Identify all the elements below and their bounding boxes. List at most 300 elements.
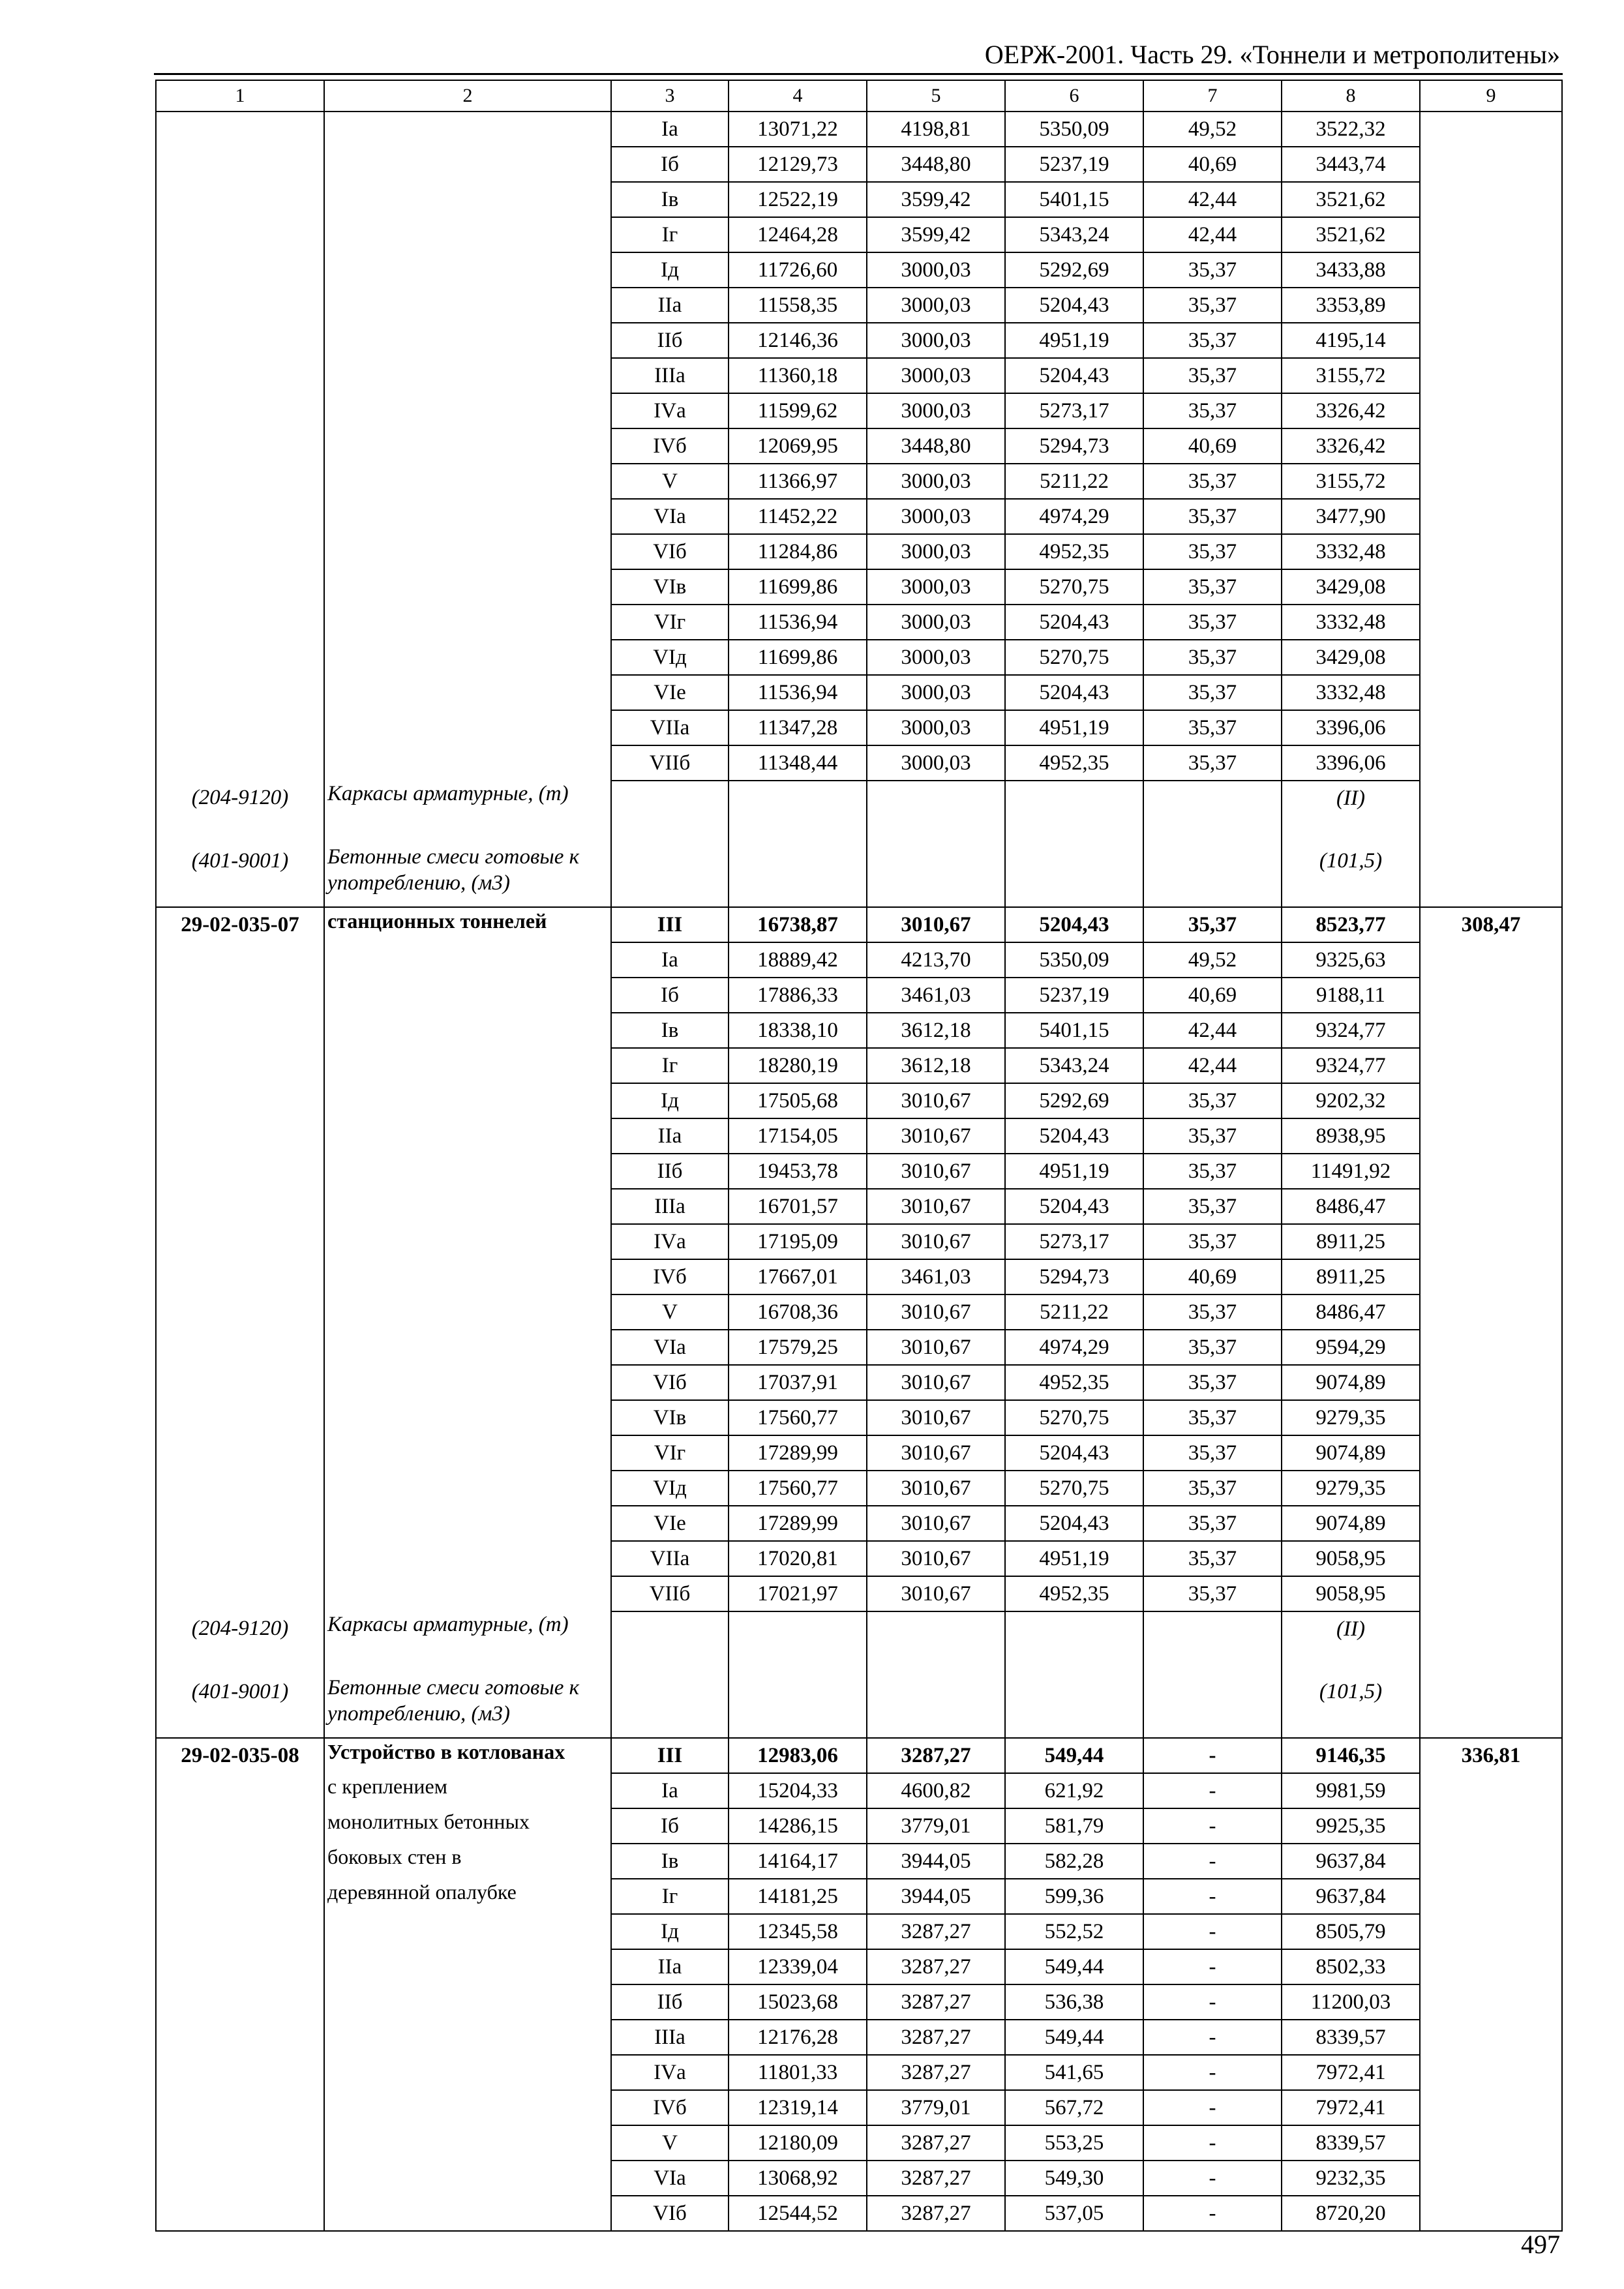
work-description	[324, 252, 611, 288]
machine-operation: 5211,22	[1005, 464, 1143, 499]
rate-code	[156, 1083, 324, 1118]
table-row	[156, 640, 1562, 675]
direct-costs: 17021,97	[729, 1576, 867, 1611]
zone: IIа	[611, 1118, 729, 1154]
table-row	[156, 1471, 1562, 1506]
rate-code	[156, 1879, 324, 1914]
zone: VIб	[611, 2196, 729, 2231]
rate-code	[156, 323, 324, 358]
zone: IIIа	[611, 1189, 729, 1224]
machinist-wages: -	[1143, 1949, 1282, 1984]
direct-costs: 11347,28	[729, 710, 867, 745]
machinist-wages: 35,37	[1143, 1118, 1282, 1154]
rate-code	[156, 1400, 324, 1435]
machinist-wages: -	[1143, 1773, 1282, 1808]
table-row	[156, 1013, 1562, 1048]
machinist-wages: 35,37	[1143, 1435, 1282, 1471]
zone: III	[611, 1738, 729, 1773]
table-row	[156, 1435, 1562, 1471]
work-description	[324, 1984, 611, 2020]
zone: Iв	[611, 1844, 729, 1879]
labor-wages: 3010,67	[867, 1576, 1005, 1611]
labor-wages: 3287,27	[867, 2020, 1005, 2055]
labor-wages: 3000,03	[867, 745, 1005, 781]
rate-code	[156, 942, 324, 978]
work-description	[324, 569, 611, 605]
rate-code	[156, 1189, 324, 1224]
empty-cell	[1005, 1611, 1143, 1675]
work-description	[324, 978, 611, 1013]
machinist-wages: 49,52	[1143, 112, 1282, 147]
materials-cost: 3443,74	[1282, 147, 1420, 182]
work-description: боковых стен в	[324, 1844, 611, 1879]
table-row	[156, 2090, 1562, 2125]
zone: VIг	[611, 1435, 729, 1471]
machine-operation: 5292,69	[1005, 1083, 1143, 1118]
labor-wages: 3287,27	[867, 1984, 1005, 2020]
labor-wages: 3779,01	[867, 2090, 1005, 2125]
rate-code	[156, 499, 324, 534]
table-row	[156, 182, 1562, 217]
labor-hours	[1420, 1259, 1562, 1294]
materials-cost: 11200,03	[1282, 1984, 1420, 2020]
materials-cost: 8502,33	[1282, 1949, 1420, 1984]
labor-hours	[1420, 1083, 1562, 1118]
empty-cell	[867, 1611, 1005, 1675]
materials-cost: 9324,77	[1282, 1048, 1420, 1083]
work-description	[324, 1118, 611, 1154]
zone: Iв	[611, 182, 729, 217]
machine-operation: 4951,19	[1005, 1541, 1143, 1576]
labor-hours	[1420, 428, 1562, 464]
machinist-wages: 49,52	[1143, 942, 1282, 978]
table-row	[156, 710, 1562, 745]
machinist-wages: 35,37	[1143, 1294, 1282, 1330]
direct-costs: 17037,91	[729, 1365, 867, 1400]
direct-costs: 14181,25	[729, 1879, 867, 1914]
direct-costs: 17560,77	[729, 1400, 867, 1435]
machine-operation: 541,65	[1005, 2055, 1143, 2090]
machine-operation: 5204,43	[1005, 907, 1143, 942]
rate-code	[156, 2055, 324, 2090]
labor-wages: 3010,67	[867, 1294, 1005, 1330]
machinist-wages: -	[1143, 1879, 1282, 1914]
zone: V	[611, 1294, 729, 1330]
materials-cost: 8523,77	[1282, 907, 1420, 942]
labor-wages: 3612,18	[867, 1048, 1005, 1083]
direct-costs: 16708,36	[729, 1294, 867, 1330]
labor-hours	[1420, 1118, 1562, 1154]
machinist-wages: 35,37	[1143, 499, 1282, 534]
labor-hours	[1420, 534, 1562, 569]
table-row	[156, 217, 1562, 252]
labor-wages: 3779,01	[867, 1808, 1005, 1844]
zone: VIе	[611, 675, 729, 710]
table-row	[156, 1773, 1562, 1808]
materials-cost: 9202,32	[1282, 1083, 1420, 1118]
rate-code	[156, 1435, 324, 1471]
machine-operation: 4951,19	[1005, 710, 1143, 745]
materials-cost: 8911,25	[1282, 1224, 1420, 1259]
work-description	[324, 358, 611, 393]
direct-costs: 12345,58	[729, 1914, 867, 1949]
table-row	[156, 1154, 1562, 1189]
rate-code	[156, 2196, 324, 2231]
table-row	[156, 323, 1562, 358]
table-row	[156, 1294, 1562, 1330]
zone: Iб	[611, 978, 729, 1013]
machine-operation: 553,25	[1005, 2125, 1143, 2161]
labor-hours	[1420, 1914, 1562, 1949]
rate-code: 29-02-035-07	[156, 907, 324, 942]
machine-operation: 5401,15	[1005, 1013, 1143, 1048]
machinist-wages: -	[1143, 1984, 1282, 2020]
machine-operation: 5237,19	[1005, 147, 1143, 182]
work-description	[324, 1914, 611, 1949]
machinist-wages: 35,37	[1143, 1365, 1282, 1400]
machine-operation: 5204,43	[1005, 288, 1143, 323]
machinist-wages: 35,37	[1143, 1330, 1282, 1365]
work-description	[324, 2161, 611, 2196]
machine-operation: 5204,43	[1005, 358, 1143, 393]
direct-costs: 11366,97	[729, 464, 867, 499]
direct-costs: 11699,86	[729, 640, 867, 675]
rate-code	[156, 1330, 324, 1365]
table-row	[156, 1365, 1562, 1400]
direct-costs: 11801,33	[729, 2055, 867, 2090]
empty-cell	[729, 1675, 867, 1738]
empty-cell	[1005, 844, 1143, 907]
table-row	[156, 1879, 1562, 1914]
labor-hours	[1420, 1400, 1562, 1435]
labor-hours	[1420, 217, 1562, 252]
machine-operation: 4952,35	[1005, 1576, 1143, 1611]
zone: VIе	[611, 1506, 729, 1541]
direct-costs: 11536,94	[729, 675, 867, 710]
labor-hours	[1420, 1435, 1562, 1471]
labor-hours	[1420, 182, 1562, 217]
direct-costs: 17579,25	[729, 1330, 867, 1365]
work-description	[324, 1435, 611, 1471]
materials-cost: 8911,25	[1282, 1259, 1420, 1294]
machine-operation: 5350,09	[1005, 112, 1143, 147]
machinist-wages: -	[1143, 2020, 1282, 2055]
direct-costs: 12464,28	[729, 217, 867, 252]
zone: Iд	[611, 1083, 729, 1118]
empty-cell	[1005, 1675, 1143, 1738]
table-row	[156, 1189, 1562, 1224]
materials-cost: 7972,41	[1282, 2055, 1420, 2090]
machine-operation: 621,92	[1005, 1773, 1143, 1808]
material-quantity: (101,5)	[1282, 844, 1420, 907]
machine-operation: 5292,69	[1005, 252, 1143, 288]
direct-costs: 13068,92	[729, 2161, 867, 2196]
empty-cell	[1420, 1611, 1562, 1675]
table-row	[156, 942, 1562, 978]
direct-costs: 12176,28	[729, 2020, 867, 2055]
labor-wages: 4600,82	[867, 1773, 1005, 1808]
machine-operation: 5401,15	[1005, 182, 1143, 217]
labor-wages: 3000,03	[867, 605, 1005, 640]
labor-hours	[1420, 112, 1562, 147]
materials-cost: 9637,84	[1282, 1844, 1420, 1879]
labor-wages: 3000,03	[867, 464, 1005, 499]
column-number: 5	[867, 80, 1005, 112]
materials-cost: 3332,48	[1282, 605, 1420, 640]
direct-costs: 17505,68	[729, 1083, 867, 1118]
zone: IIб	[611, 1154, 729, 1189]
labor-wages: 3010,67	[867, 1330, 1005, 1365]
rate-code	[156, 1013, 324, 1048]
work-description	[324, 1154, 611, 1189]
direct-costs: 17886,33	[729, 978, 867, 1013]
rate-code	[156, 1154, 324, 1189]
labor-hours: 308,47	[1420, 907, 1562, 942]
labor-hours	[1420, 675, 1562, 710]
machinist-wages: 40,69	[1143, 428, 1282, 464]
labor-wages: 3000,03	[867, 675, 1005, 710]
rate-code	[156, 1844, 324, 1879]
material-quantity: (101,5)	[1282, 1675, 1420, 1738]
materials-cost: 11491,92	[1282, 1154, 1420, 1189]
material-quantity: (II)	[1282, 1611, 1420, 1675]
zone: Iд	[611, 1914, 729, 1949]
page-number: 497	[1521, 2230, 1560, 2259]
zone: VIIб	[611, 1576, 729, 1611]
materials-cost: 9074,89	[1282, 1435, 1420, 1471]
zone: Iг	[611, 1048, 729, 1083]
machine-operation: 5204,43	[1005, 1435, 1143, 1471]
direct-costs: 11452,22	[729, 499, 867, 534]
zone: IIIа	[611, 358, 729, 393]
labor-hours	[1420, 464, 1562, 499]
table-row	[156, 1738, 1562, 1773]
rate-code	[156, 182, 324, 217]
direct-costs: 17289,99	[729, 1506, 867, 1541]
machine-operation: 549,44	[1005, 2020, 1143, 2055]
materials-cost: 3433,88	[1282, 252, 1420, 288]
direct-costs: 18338,10	[729, 1013, 867, 1048]
direct-costs: 12129,73	[729, 147, 867, 182]
labor-hours	[1420, 1541, 1562, 1576]
direct-costs: 17195,09	[729, 1224, 867, 1259]
rate-code	[156, 640, 324, 675]
machinist-wages: -	[1143, 1844, 1282, 1879]
rate-code	[156, 358, 324, 393]
rate-code	[156, 1914, 324, 1949]
machinist-wages: 35,37	[1143, 1471, 1282, 1506]
zone: IIIа	[611, 2020, 729, 2055]
machine-operation: 5270,75	[1005, 1471, 1143, 1506]
work-description	[324, 710, 611, 745]
labor-hours	[1420, 288, 1562, 323]
machinist-wages: 42,44	[1143, 1048, 1282, 1083]
machinist-wages: 40,69	[1143, 1259, 1282, 1294]
table-row	[156, 1083, 1562, 1118]
labor-wages: 3461,03	[867, 1259, 1005, 1294]
zone: VIд	[611, 1471, 729, 1506]
direct-costs: 12319,14	[729, 2090, 867, 2125]
zone: VIа	[611, 499, 729, 534]
materials-cost: 3326,42	[1282, 393, 1420, 428]
direct-costs: 18280,19	[729, 1048, 867, 1083]
rate-code	[156, 978, 324, 1013]
labor-hours	[1420, 640, 1562, 675]
zone: IVа	[611, 393, 729, 428]
materials-cost: 3332,48	[1282, 534, 1420, 569]
machinist-wages: -	[1143, 2161, 1282, 2196]
labor-wages: 3010,67	[867, 907, 1005, 942]
direct-costs: 11726,60	[729, 252, 867, 288]
direct-costs: 12069,95	[729, 428, 867, 464]
labor-wages: 3287,27	[867, 2196, 1005, 2231]
work-description	[324, 2020, 611, 2055]
direct-costs: 12339,04	[729, 1949, 867, 1984]
labor-hours	[1420, 978, 1562, 1013]
machine-operation: 4952,35	[1005, 1365, 1143, 1400]
labor-hours	[1420, 942, 1562, 978]
labor-hours	[1420, 1154, 1562, 1189]
empty-cell	[867, 844, 1005, 907]
work-description	[324, 640, 611, 675]
rate-code	[156, 745, 324, 781]
machinist-wages: 35,37	[1143, 393, 1282, 428]
work-description	[324, 499, 611, 534]
zone: Iд	[611, 252, 729, 288]
zone: VIа	[611, 2161, 729, 2196]
column-number: 6	[1005, 80, 1143, 112]
labor-wages: 3599,42	[867, 182, 1005, 217]
table-row	[156, 2196, 1562, 2231]
direct-costs: 18889,42	[729, 942, 867, 978]
empty-cell	[729, 1611, 867, 1675]
work-description	[324, 605, 611, 640]
machine-operation: 5211,22	[1005, 1294, 1143, 1330]
labor-hours: 336,81	[1420, 1738, 1562, 1773]
zone: Iв	[611, 1013, 729, 1048]
material-name: Каркасы арматурные, (т)	[324, 1611, 611, 1675]
machine-operation: 552,52	[1005, 1914, 1143, 1949]
materials-cost: 9594,29	[1282, 1330, 1420, 1365]
work-description	[324, 1576, 611, 1611]
materials-cost: 9074,89	[1282, 1365, 1420, 1400]
materials-cost: 3521,62	[1282, 182, 1420, 217]
labor-wages: 3000,03	[867, 323, 1005, 358]
zone: Iг	[611, 217, 729, 252]
labor-hours	[1420, 2161, 1562, 2196]
machinist-wages: -	[1143, 2125, 1282, 2161]
labor-wages: 3010,67	[867, 1224, 1005, 1259]
machinist-wages: 42,44	[1143, 217, 1282, 252]
labor-hours	[1420, 1330, 1562, 1365]
work-description	[324, 2125, 611, 2161]
labor-wages: 3944,05	[867, 1844, 1005, 1879]
machinist-wages: 35,37	[1143, 710, 1282, 745]
materials-cost: 9232,35	[1282, 2161, 1420, 2196]
labor-wages: 3000,03	[867, 252, 1005, 288]
labor-wages: 3010,67	[867, 1154, 1005, 1189]
rate-code	[156, 217, 324, 252]
work-description	[324, 147, 611, 182]
materials-cost: 8339,57	[1282, 2125, 1420, 2161]
direct-costs: 11699,86	[729, 569, 867, 605]
table-row	[156, 1259, 1562, 1294]
zone: IIа	[611, 1949, 729, 1984]
labor-wages: 3000,03	[867, 288, 1005, 323]
machine-operation: 5273,17	[1005, 393, 1143, 428]
material-name: Бетонные смеси готовые к употреблению, (м3)	[324, 1675, 611, 1738]
zone: IVб	[611, 2090, 729, 2125]
direct-costs: 11599,62	[729, 393, 867, 428]
rate-code	[156, 2020, 324, 2055]
machinist-wages: 35,37	[1143, 1400, 1282, 1435]
materials-cost: 9324,77	[1282, 1013, 1420, 1048]
machinist-wages: -	[1143, 2196, 1282, 2231]
labor-hours	[1420, 358, 1562, 393]
rate-code	[156, 710, 324, 745]
labor-hours	[1420, 2196, 1562, 2231]
materials-cost: 4195,14	[1282, 323, 1420, 358]
labor-wages: 3010,67	[867, 1189, 1005, 1224]
direct-costs: 15023,68	[729, 1984, 867, 2020]
labor-wages: 3000,03	[867, 569, 1005, 605]
machine-operation: 5270,75	[1005, 569, 1143, 605]
direct-costs: 19453,78	[729, 1154, 867, 1189]
header-rule	[154, 73, 1563, 75]
labor-hours	[1420, 1949, 1562, 1984]
labor-hours	[1420, 1189, 1562, 1224]
material-code: (401-9001)	[156, 1675, 324, 1738]
machinist-wages: 35,37	[1143, 252, 1282, 288]
labor-hours	[1420, 745, 1562, 781]
empty-cell	[867, 1675, 1005, 1738]
direct-costs: 17154,05	[729, 1118, 867, 1154]
machine-operation: 549,44	[1005, 1949, 1143, 1984]
labor-hours	[1420, 2020, 1562, 2055]
rate-code	[156, 1048, 324, 1083]
rate-code	[156, 1541, 324, 1576]
table-row	[156, 2125, 1562, 2161]
machine-operation: 4952,35	[1005, 745, 1143, 781]
machine-operation: 536,38	[1005, 1984, 1143, 2020]
machine-operation: 599,36	[1005, 1879, 1143, 1914]
zone: VIб	[611, 534, 729, 569]
work-description	[324, 1083, 611, 1118]
rate-code	[156, 1506, 324, 1541]
material-quantity: (II)	[1282, 781, 1420, 844]
zone: VIд	[611, 640, 729, 675]
machinist-wages: 35,37	[1143, 1083, 1282, 1118]
labor-hours	[1420, 710, 1562, 745]
labor-wages: 3287,27	[867, 1738, 1005, 1773]
work-description	[324, 1471, 611, 1506]
column-number: 9	[1420, 80, 1562, 112]
empty-cell	[611, 1611, 729, 1675]
work-description	[324, 1400, 611, 1435]
machinist-wages: 35,37	[1143, 605, 1282, 640]
table-row	[156, 499, 1562, 534]
labor-hours	[1420, 499, 1562, 534]
machine-operation: 5270,75	[1005, 1400, 1143, 1435]
machinist-wages: -	[1143, 2055, 1282, 2090]
table-row	[156, 1118, 1562, 1154]
machinist-wages: 35,37	[1143, 1541, 1282, 1576]
table-body	[156, 80, 1562, 2231]
materials-cost: 8505,79	[1282, 1914, 1420, 1949]
work-description	[324, 393, 611, 428]
labor-hours	[1420, 323, 1562, 358]
labor-hours	[1420, 2090, 1562, 2125]
